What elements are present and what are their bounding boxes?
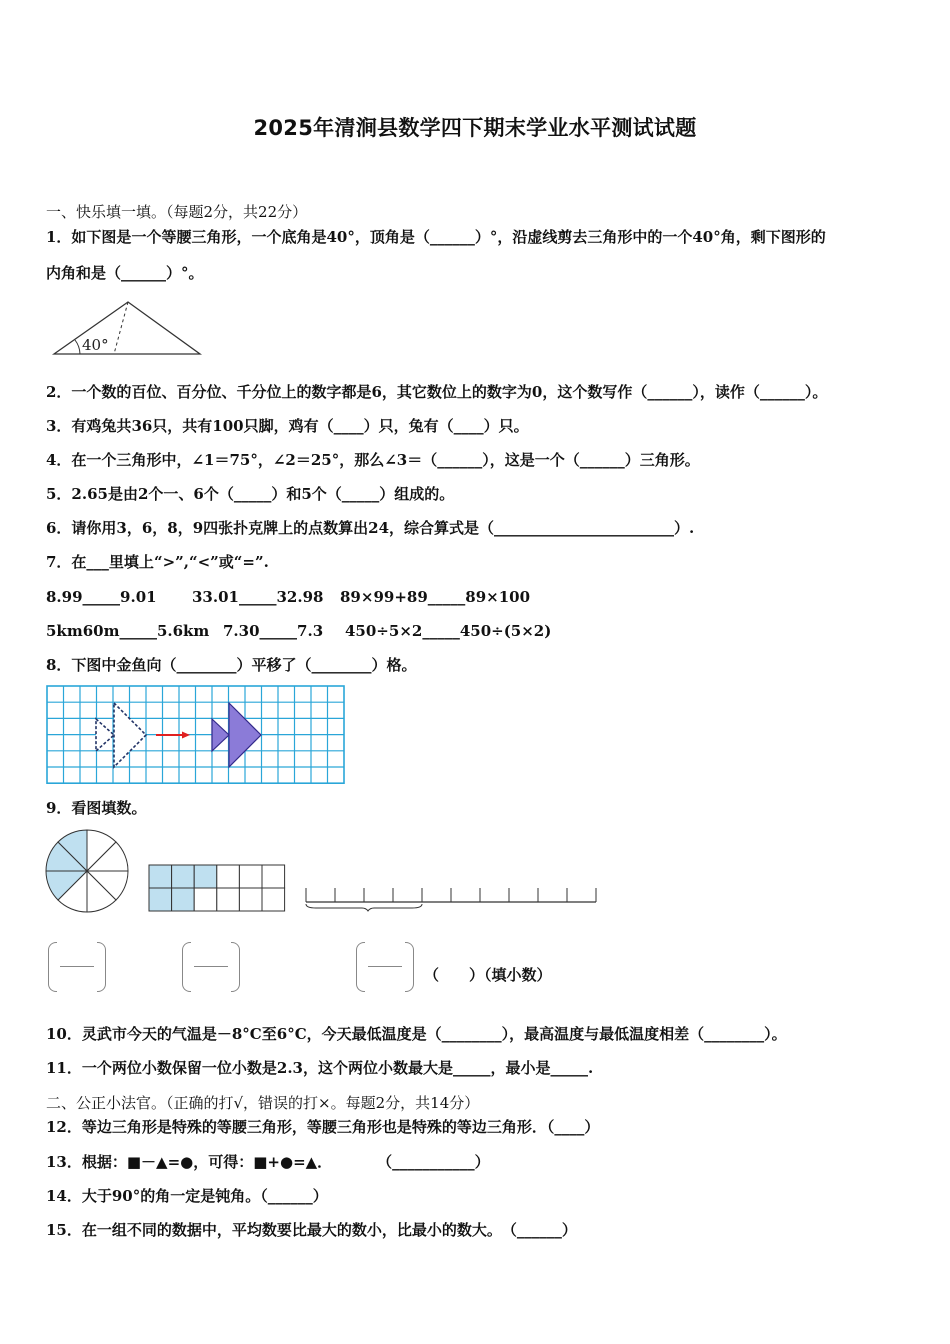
rectangle-cell [262, 865, 285, 888]
question-10: 10．灵武市今天的气温是－8°C至6°C，今天最低温度是（________），最高温度与最低温度相差（________）。 [46, 1025, 787, 1043]
q7-compare-4: 5km60m_____5.6km [46, 622, 210, 640]
q7-compare-1: 8.99_____9.01 [46, 588, 157, 606]
question-11: 11．一个两位小数保留一位小数是2.3，这个两位小数最大是_____，最小是_____. [46, 1059, 594, 1077]
fraction-blank-1[interactable] [48, 942, 106, 992]
question-8: 8．下图中金鱼向（________）平移了（________）格。 [46, 656, 417, 674]
fraction-blank-3[interactable] [356, 942, 414, 992]
page-title: 2025年清涧县数学四下期末学业水平测试试题 [253, 116, 697, 140]
rectangle-cell [239, 865, 262, 888]
rectangle-cell [194, 888, 217, 911]
question-2: 2．一个数的百位、百分位、千分位上的数字都是6，其它数位上的数字为0，这个数写作（______），读作（______）。 [46, 383, 828, 401]
section-2-heading: 二、公正小法官。（正确的打√，错误的打×。每题2分，共14分） [46, 1094, 480, 1112]
question-1-line-2: 内角和是（______）°。 [46, 264, 204, 282]
question-15: 15．在一组不同的数据中，平均数要比最大的数小，比最小的数大。 （______） [46, 1221, 577, 1239]
question-3: 3．有鸡兔共36只，共有100只脚，鸡有（____）只，兔有（____）只。 [46, 417, 529, 435]
isosceles-triangle-figure [50, 298, 205, 360]
q7-compare-2: 33.01_____32.98 [192, 588, 324, 606]
rectangle-cell [217, 865, 240, 888]
rectangle-cell [149, 865, 172, 888]
fraction-blank-2[interactable] [182, 942, 240, 992]
rectangle-cell [194, 865, 217, 888]
question-13: 13．根据：■－▲=●，可得：■+●=▲． （___________） [46, 1153, 490, 1171]
question-14: 14．大于90°的角一定是钝角。（______） [46, 1187, 328, 1205]
fraction-rectangle-figure [148, 864, 286, 912]
q7-compare-3: 89×99+89_____89×100 [340, 588, 531, 606]
rectangle-cell [262, 888, 285, 911]
question-1-line-1: 1．如下图是一个等腰三角形，一个底角是40°，顶角是（______）°，沿虚线剪去三角形中的一个40°角，剩下图形的 [46, 228, 826, 246]
section-1-heading: 一、快乐填一填。（每题2分，共22分） [46, 203, 308, 221]
rectangle-cell [172, 888, 195, 911]
fraction-circle-figure [44, 828, 130, 914]
q7-compare-5: 7.30_____7.3 [223, 622, 324, 640]
question-9: 9．看图填数。 [46, 799, 147, 817]
number-line-figure [304, 886, 598, 914]
rectangle-cell [172, 865, 195, 888]
question-6: 6．请你用3，6，8，9四张扑克牌上的点数算出24，综合算式是（________________________）. [46, 519, 695, 537]
rectangle-cell [239, 888, 262, 911]
question-5: 5．2.65是由2个一、6个（_____）和5个（_____）组成的。 [46, 485, 455, 503]
question-12: 12．等边三角形是特殊的等腰三角形，等腰三角形也是特殊的等边三角形．（____） [46, 1118, 600, 1136]
question-7: 7．在___里填上“>”,“<”或“=”. [46, 553, 269, 571]
rectangle-cell [217, 888, 240, 911]
rectangle-cell [149, 888, 172, 911]
question-4: 4．在一个三角形中，∠1＝75°，∠2＝25°，那么∠3＝（______），这是一个（______）三角形。 [46, 451, 700, 469]
translation-grid-figure [46, 685, 344, 785]
angle-label: 40° [82, 336, 109, 354]
number-line-brace [306, 904, 422, 911]
decimal-blank: （ ）（填小数） [424, 966, 552, 984]
q7-compare-6: 450÷5×2_____450÷(5×2) [345, 622, 552, 640]
